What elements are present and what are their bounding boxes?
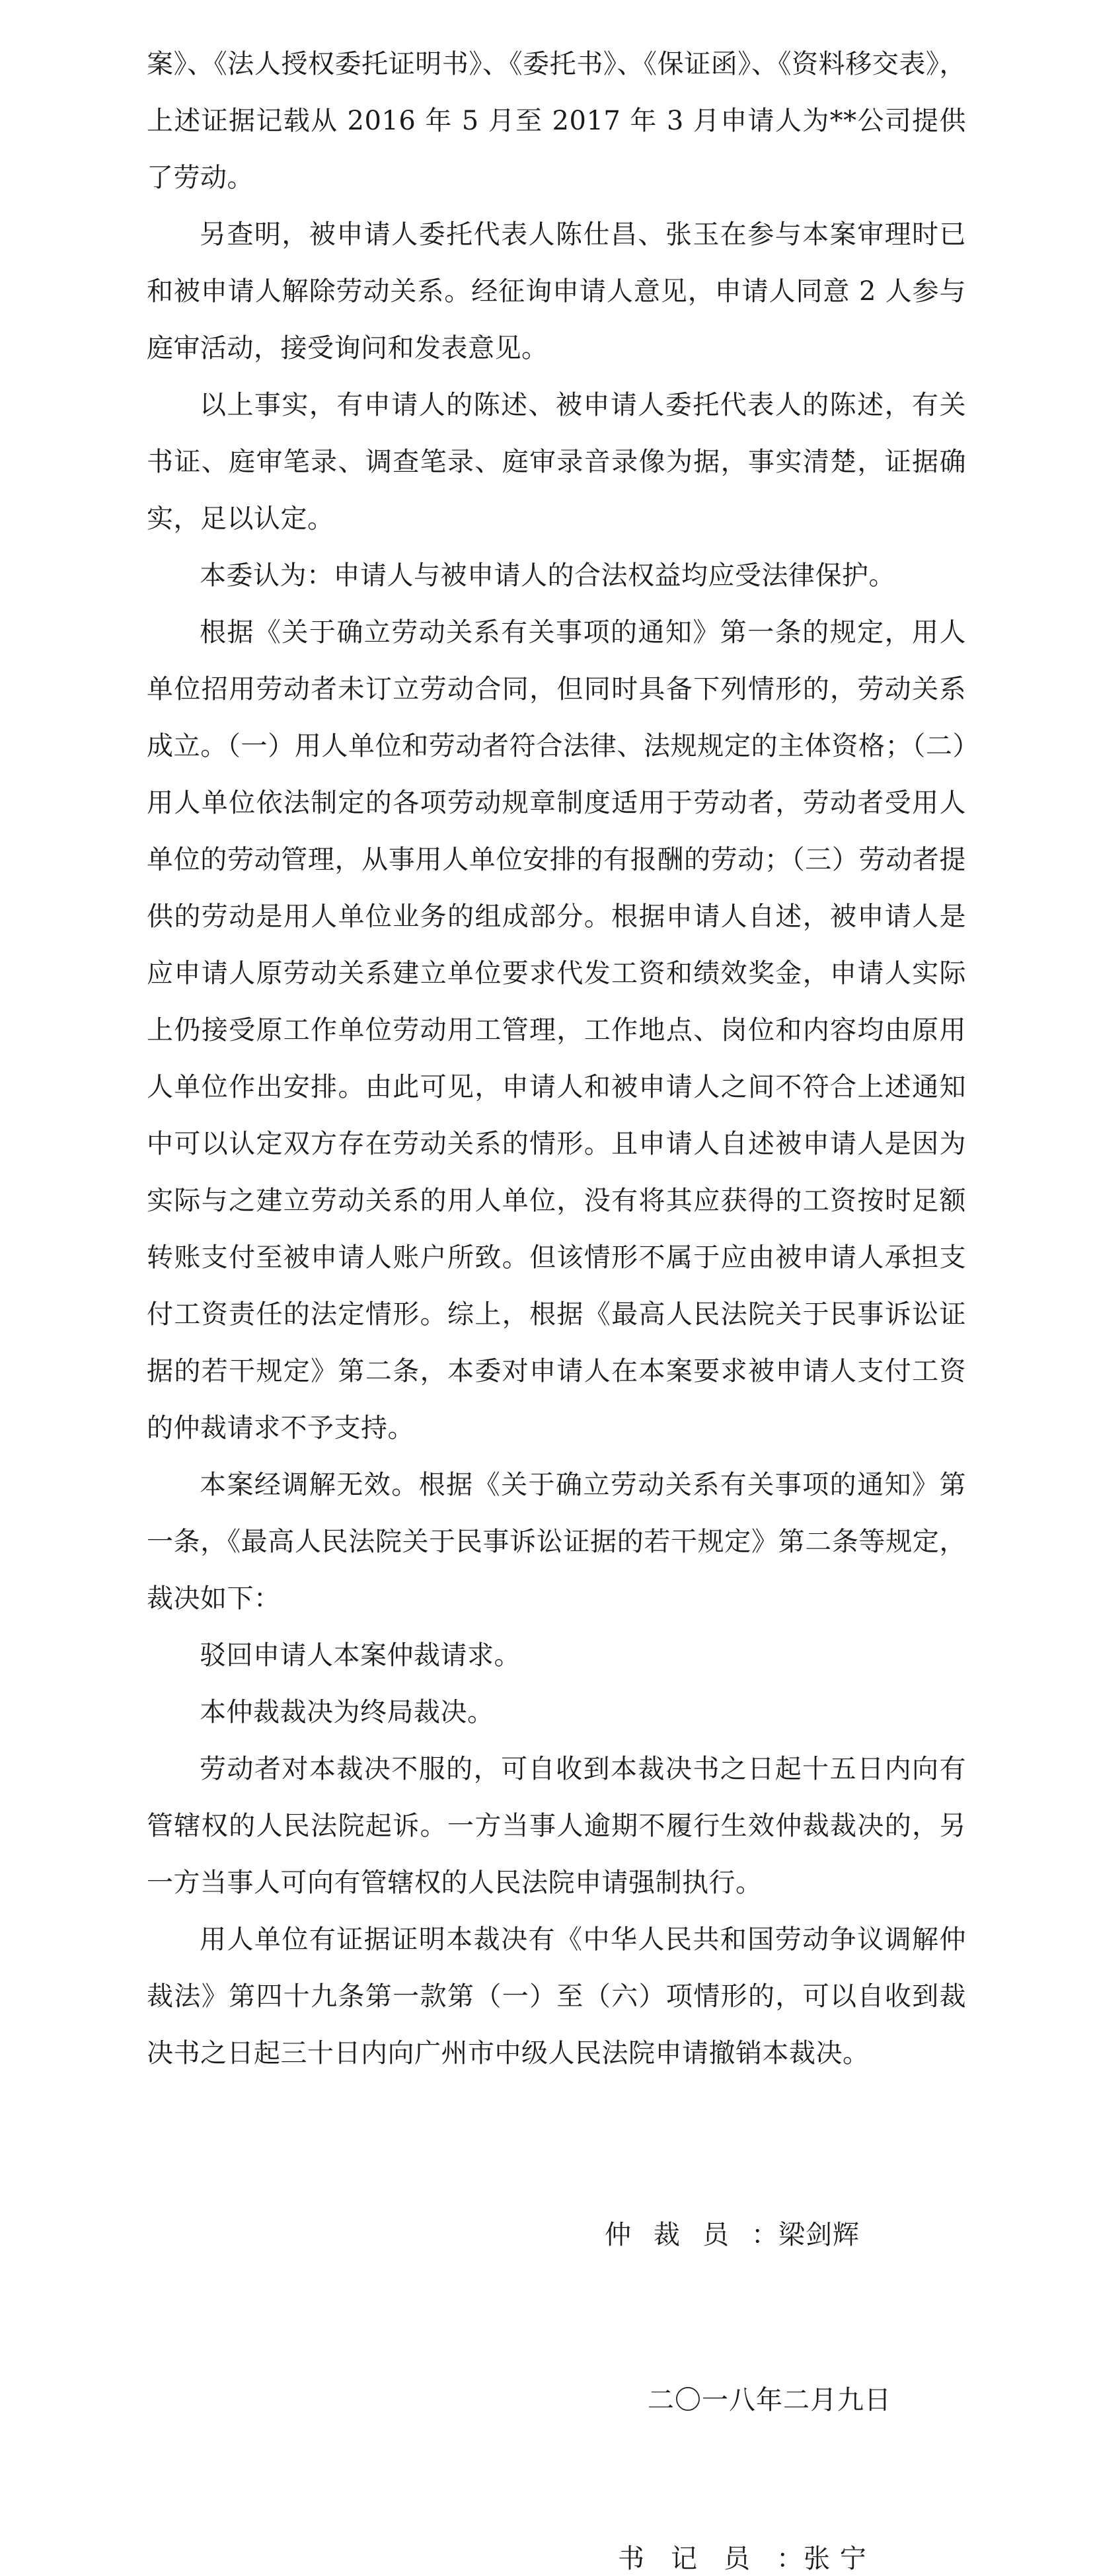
- clerk-name: 张 宁: [804, 2544, 867, 2574]
- paragraph-commission-view: 本委认为：申请人与被申请人的合法权益均应受法律保护。: [200, 560, 895, 591]
- clerk-signature: [618, 2538, 867, 2575]
- paragraph-worker-appeal: 劳动者对本裁决不服的，可自收到本裁决书之日起十五日内向有管辖权的人民法院起诉。一方当事人逾期不履行生效仲裁裁决的，另一方当事人可向有管辖权的人民法院申请强制执行。: [147, 1754, 966, 1898]
- arbitrator-signature: [605, 2214, 860, 2252]
- arbitrator-label: 仲裁员: [605, 2220, 751, 2250]
- document-body: [147, 36, 966, 2082]
- paragraph-ruling-dismiss: 驳回申请人本案仲裁请求。: [200, 1640, 521, 1671]
- paragraph-employer-revocation: 用人单位有证据证明本裁决有《中华人民共和国劳动争议调解仲裁法》第四十九条第一款第（一）至（六）项情形的，可以自收到裁决书之日起三十日内向广州市中级人民法院申请撤销本裁决。: [147, 1924, 966, 2068]
- ruling-date: 二〇一八年二月九日: [648, 2385, 891, 2415]
- clerk-colon: ：: [776, 2544, 804, 2574]
- paragraph-evidence-list: 案》、《法人授权委托证明书》、《委托书》、《保证函》、《资料移交表》，上述证据记载从 2016 年 5 月至 2017 年 3 月申请人为**公司提供了劳动。: [147, 49, 966, 193]
- clerk-label: 书记员: [618, 2544, 776, 2574]
- paragraph-facts-basis: 以上事实，有申请人的陈述、被申请人委托代表人的陈述，有关书证、庭审笔录、调查笔录、庭审录音录像为据，事实清楚，证据确实，足以认定。: [147, 390, 966, 534]
- paragraph-ruling-final: 本仲裁裁决为终局裁决。: [200, 1697, 494, 1727]
- paragraph-further-finding: 另查明，被申请人委托代表人陈仕昌、张玉在参与本案审理时已和被申请人解除劳动关系。经征询申请人意见，申请人同意 2 人参与庭审活动，接受询问和发表意见。: [147, 219, 966, 363]
- paragraph-legal-analysis: 根据《关于确立劳动关系有关事项的通知》第一条的规定，用人单位招用劳动者未订立劳动合同，但同时具备下列情形的，劳动关系成立。（一）用人单位和劳动者符合法律、法规规定的主体资格；（二）用人单位依法制定的各项劳动规章制度适用于劳动者，劳动者受用人单位的劳动管理，从事用人单位安排的有报酬的劳动；（三）劳动者提供的劳动是用人单位业务的组成部分。根据申请人自述，被申请人是应申请人原劳动关系建立单位要求代发工资和绩效奖金，申请人实际上仍接受原工作单位劳动用工管理，工作地点、岗位和内容均由原用人单位作出安排。由此可见，申请人和被申请人之间不符合上述通知中可以认定双方存在劳动关系的情形。且申请人自述被申请人是因为实际与之建立劳动关系的用人单位，没有将其应获得的工资按时足额转账支付至被申请人账户所致。但该情形不属于应由被申请人承担支付工资责任的法定情形。综上，根据《最高人民法院关于民事诉讼证据的若干规定》第二条，本委对申请人在本案要求被申请人支付工资的仲裁请求不予支持。: [147, 617, 966, 1443]
- paragraph-ruling-basis: 本案经调解无效。根据《关于确立劳动关系有关事项的通知》第一条，《最高人民法院关于民事诉讼证据的若干规定》第二条等规定，裁决如下：: [147, 1470, 966, 1614]
- arbitrator-name: 梁剑辉: [778, 2220, 860, 2250]
- arbitrator-colon: ：: [751, 2220, 778, 2250]
